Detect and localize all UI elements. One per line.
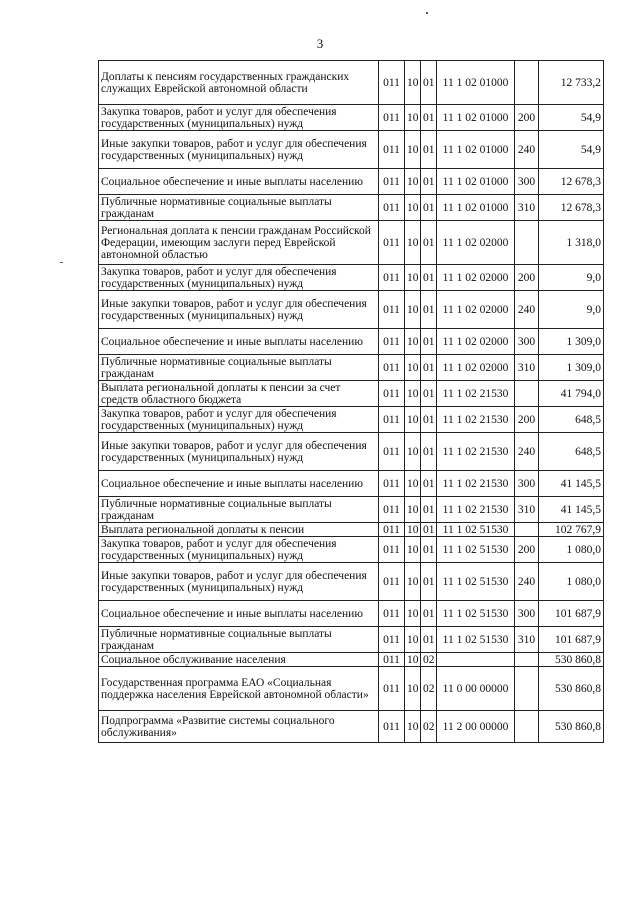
row-rz-code: 10 — [405, 537, 421, 563]
row-target-code: 11 2 00 00000 — [437, 711, 515, 743]
row-amount: 41 145,5 — [539, 497, 604, 523]
table-row — [99, 61, 604, 105]
row-amount: 102 767,9 — [539, 523, 604, 537]
row-rz-code: 10 — [405, 221, 421, 265]
row-vr-code — [515, 61, 539, 105]
table-row — [99, 711, 604, 743]
table-row — [99, 355, 604, 381]
row-pr-code: 01 — [421, 169, 437, 195]
row-target-code: 11 1 02 21530 — [437, 471, 515, 497]
row-vr-code — [515, 711, 539, 743]
row-rz-code: 10 — [405, 601, 421, 627]
row-vr-code: 240 — [515, 291, 539, 329]
row-gr-code: 011 — [379, 265, 405, 291]
row-gr-code: 011 — [379, 537, 405, 563]
row-name: Социальное обеспечение и иные выплаты населению — [99, 601, 379, 627]
row-vr-code: 310 — [515, 627, 539, 653]
row-rz-code: 10 — [405, 265, 421, 291]
row-amount: 101 687,9 — [539, 601, 604, 627]
table-row — [99, 381, 604, 407]
row-gr-code: 011 — [379, 627, 405, 653]
row-pr-code: 01 — [421, 523, 437, 537]
page-number: 3 — [316, 36, 324, 51]
row-name: Закупка товаров, работ и услуг для обеспечения государственных (муниципальных) нужд — [99, 105, 379, 131]
row-rz-code: 10 — [405, 329, 421, 355]
row-name: Региональная доплата к пенсии гражданам Российской Федерации, имеющим заслуги перед Еврейской автономной областью — [99, 221, 379, 265]
row-name: Доплаты к пенсиям государственных гражданских служащих Еврейской автономной области — [99, 61, 379, 105]
row-pr-code: 01 — [421, 381, 437, 407]
table-row — [99, 563, 604, 601]
row-target-code: 11 1 02 21530 — [437, 497, 515, 523]
row-gr-code: 011 — [379, 601, 405, 627]
row-vr-code: 300 — [515, 471, 539, 497]
row-target-code: 11 1 02 01000 — [437, 61, 515, 105]
row-name: Подпрограмма «Развитие системы социального обслуживания» — [99, 711, 379, 743]
row-gr-code: 011 — [379, 195, 405, 221]
row-vr-code: 300 — [515, 169, 539, 195]
row-name: Социальное обслуживание населения — [99, 653, 379, 667]
row-target-code: 11 1 02 51530 — [437, 627, 515, 653]
row-pr-code: 01 — [421, 407, 437, 433]
row-amount: 648,5 — [539, 433, 604, 471]
row-vr-code: 310 — [515, 497, 539, 523]
row-rz-code: 10 — [405, 169, 421, 195]
row-rz-code: 10 — [405, 105, 421, 131]
row-amount: 12 733,2 — [539, 61, 604, 105]
row-name: Закупка товаров, работ и услуг для обеспечения государственных (муниципальных) нужд — [99, 537, 379, 563]
row-amount: 41 794,0 — [539, 381, 604, 407]
row-pr-code: 01 — [421, 627, 437, 653]
row-vr-code — [515, 523, 539, 537]
row-gr-code: 011 — [379, 105, 405, 131]
row-name: Выплата региональной доплаты к пенсии — [99, 523, 379, 537]
table-row — [99, 105, 604, 131]
row-vr-code: 310 — [515, 195, 539, 221]
row-rz-code: 10 — [405, 407, 421, 433]
row-rz-code: 10 — [405, 497, 421, 523]
table-row — [99, 653, 604, 667]
row-rz-code: 10 — [405, 563, 421, 601]
row-target-code: 11 1 02 02000 — [437, 291, 515, 329]
row-pr-code: 01 — [421, 433, 437, 471]
row-amount: 12 678,3 — [539, 169, 604, 195]
row-name: Закупка товаров, работ и услуг для обеспечения государственных (муниципальных) нужд — [99, 265, 379, 291]
row-rz-code: 10 — [405, 195, 421, 221]
row-rz-code: 10 — [405, 523, 421, 537]
row-vr-code — [515, 381, 539, 407]
table-row — [99, 169, 604, 195]
row-gr-code: 011 — [379, 653, 405, 667]
row-rz-code: 10 — [405, 653, 421, 667]
row-vr-code: 240 — [515, 131, 539, 169]
row-gr-code: 011 — [379, 563, 405, 601]
row-amount: 1 309,0 — [539, 355, 604, 381]
row-pr-code: 01 — [421, 221, 437, 265]
row-name: Иные закупки товаров, работ и услуг для обеспечения государственных (муниципальных) нужд — [99, 563, 379, 601]
row-target-code — [437, 653, 515, 667]
table-row — [99, 497, 604, 523]
table-row — [99, 131, 604, 169]
row-gr-code: 011 — [379, 381, 405, 407]
row-vr-code: 300 — [515, 329, 539, 355]
row-amount: 9,0 — [539, 291, 604, 329]
row-target-code: 11 1 02 01000 — [437, 105, 515, 131]
row-rz-code: 10 — [405, 627, 421, 653]
row-amount: 530 860,8 — [539, 711, 604, 743]
row-rz-code: 10 — [405, 131, 421, 169]
table-row — [99, 523, 604, 537]
row-gr-code: 011 — [379, 131, 405, 169]
table-row — [99, 627, 604, 653]
row-amount: 12 678,3 — [539, 195, 604, 221]
row-name: Публичные нормативные социальные выплаты гражданам — [99, 497, 379, 523]
row-name: Социальное обеспечение и иные выплаты населению — [99, 471, 379, 497]
row-vr-code: 300 — [515, 601, 539, 627]
row-amount: 41 145,5 — [539, 471, 604, 497]
table-row — [99, 433, 604, 471]
row-gr-code: 011 — [379, 221, 405, 265]
row-pr-code: 01 — [421, 355, 437, 381]
row-gr-code: 011 — [379, 523, 405, 537]
row-name: Государственная программа ЕАО «Социальная поддержка населения Еврейской автономной области» — [99, 667, 379, 711]
row-vr-code: 200 — [515, 105, 539, 131]
row-gr-code: 011 — [379, 169, 405, 195]
row-vr-code: 310 — [515, 355, 539, 381]
row-gr-code: 011 — [379, 497, 405, 523]
row-gr-code: 011 — [379, 667, 405, 711]
table-row — [99, 221, 604, 265]
row-rz-code: 10 — [405, 291, 421, 329]
row-amount: 1 309,0 — [539, 329, 604, 355]
row-pr-code: 01 — [421, 563, 437, 601]
row-gr-code: 011 — [379, 471, 405, 497]
row-pr-code: 01 — [421, 329, 437, 355]
row-amount: 9,0 — [539, 265, 604, 291]
row-target-code: 11 1 02 51530 — [437, 537, 515, 563]
row-target-code: 11 1 02 21530 — [437, 433, 515, 471]
row-amount: 530 860,8 — [539, 667, 604, 711]
row-rz-code: 10 — [405, 711, 421, 743]
row-pr-code: 01 — [421, 131, 437, 169]
row-amount: 530 860,8 — [539, 653, 604, 667]
row-gr-code: 011 — [379, 329, 405, 355]
row-vr-code — [515, 667, 539, 711]
row-name: Публичные нормативные социальные выплаты гражданам — [99, 627, 379, 653]
table-row — [99, 407, 604, 433]
row-target-code: 11 1 02 51530 — [437, 601, 515, 627]
table-row — [99, 265, 604, 291]
table-row — [99, 601, 604, 627]
table-row — [99, 291, 604, 329]
row-rz-code: 10 — [405, 381, 421, 407]
row-gr-code: 011 — [379, 433, 405, 471]
row-amount: 54,9 — [539, 105, 604, 131]
row-rz-code: 10 — [405, 433, 421, 471]
row-vr-code: 200 — [515, 537, 539, 563]
row-pr-code: 02 — [421, 667, 437, 711]
scan-speck — [426, 12, 428, 14]
row-pr-code: 01 — [421, 105, 437, 131]
row-target-code: 11 0 00 00000 — [437, 667, 515, 711]
row-amount: 54,9 — [539, 131, 604, 169]
row-vr-code — [515, 221, 539, 265]
budget-table — [98, 60, 604, 743]
row-gr-code: 011 — [379, 291, 405, 329]
row-target-code: 11 1 02 51530 — [437, 523, 515, 537]
row-vr-code: 200 — [515, 265, 539, 291]
row-target-code: 11 1 02 01000 — [437, 169, 515, 195]
row-target-code: 11 1 02 21530 — [437, 407, 515, 433]
row-gr-code: 011 — [379, 355, 405, 381]
row-gr-code: 011 — [379, 61, 405, 105]
row-name: Социальное обеспечение и иные выплаты населению — [99, 169, 379, 195]
row-name: Иные закупки товаров, работ и услуг для обеспечения государственных (муниципальных) нужд — [99, 433, 379, 471]
row-amount: 101 687,9 — [539, 627, 604, 653]
row-pr-code: 02 — [421, 653, 437, 667]
table-row — [99, 537, 604, 563]
row-name: Выплата региональной доплаты к пенсии за счет средств областного бюджета — [99, 381, 379, 407]
row-vr-code: 240 — [515, 563, 539, 601]
row-rz-code: 10 — [405, 61, 421, 105]
row-vr-code — [515, 653, 539, 667]
row-target-code: 11 1 02 02000 — [437, 221, 515, 265]
row-vr-code: 240 — [515, 433, 539, 471]
row-rz-code: 10 — [405, 355, 421, 381]
row-amount: 1 318,0 — [539, 221, 604, 265]
row-target-code: 11 1 02 21530 — [437, 381, 515, 407]
row-name: Иные закупки товаров, работ и услуг для обеспечения государственных (муниципальных) нужд — [99, 291, 379, 329]
row-pr-code: 01 — [421, 601, 437, 627]
row-gr-code: 011 — [379, 407, 405, 433]
row-vr-code: 200 — [515, 407, 539, 433]
row-target-code: 11 1 02 01000 — [437, 195, 515, 221]
row-gr-code: 011 — [379, 711, 405, 743]
row-pr-code: 01 — [421, 61, 437, 105]
row-name: Социальное обеспечение и иные выплаты населению — [99, 329, 379, 355]
table-row — [99, 471, 604, 497]
row-target-code: 11 1 02 51530 — [437, 563, 515, 601]
row-pr-code: 01 — [421, 497, 437, 523]
row-target-code: 11 1 02 01000 — [437, 131, 515, 169]
scan-speck — [60, 262, 63, 263]
row-pr-code: 01 — [421, 195, 437, 221]
row-name: Закупка товаров, работ и услуг для обеспечения государственных (муниципальных) нужд — [99, 407, 379, 433]
row-rz-code: 10 — [405, 667, 421, 711]
row-rz-code: 10 — [405, 471, 421, 497]
row-amount: 1 080,0 — [539, 537, 604, 563]
row-amount: 648,5 — [539, 407, 604, 433]
table-row — [99, 667, 604, 711]
row-target-code: 11 1 02 02000 — [437, 265, 515, 291]
row-name: Публичные нормативные социальные выплаты гражданам — [99, 355, 379, 381]
row-pr-code: 01 — [421, 537, 437, 563]
row-pr-code: 01 — [421, 471, 437, 497]
row-pr-code: 01 — [421, 265, 437, 291]
row-target-code: 11 1 02 02000 — [437, 355, 515, 381]
table-row — [99, 329, 604, 355]
row-name: Публичные нормативные социальные выплаты гражданам — [99, 195, 379, 221]
row-target-code: 11 1 02 02000 — [437, 329, 515, 355]
table-row — [99, 195, 604, 221]
row-name: Иные закупки товаров, работ и услуг для обеспечения государственных (муниципальных) нужд — [99, 131, 379, 169]
row-pr-code: 02 — [421, 711, 437, 743]
row-amount: 1 080,0 — [539, 563, 604, 601]
row-pr-code: 01 — [421, 291, 437, 329]
